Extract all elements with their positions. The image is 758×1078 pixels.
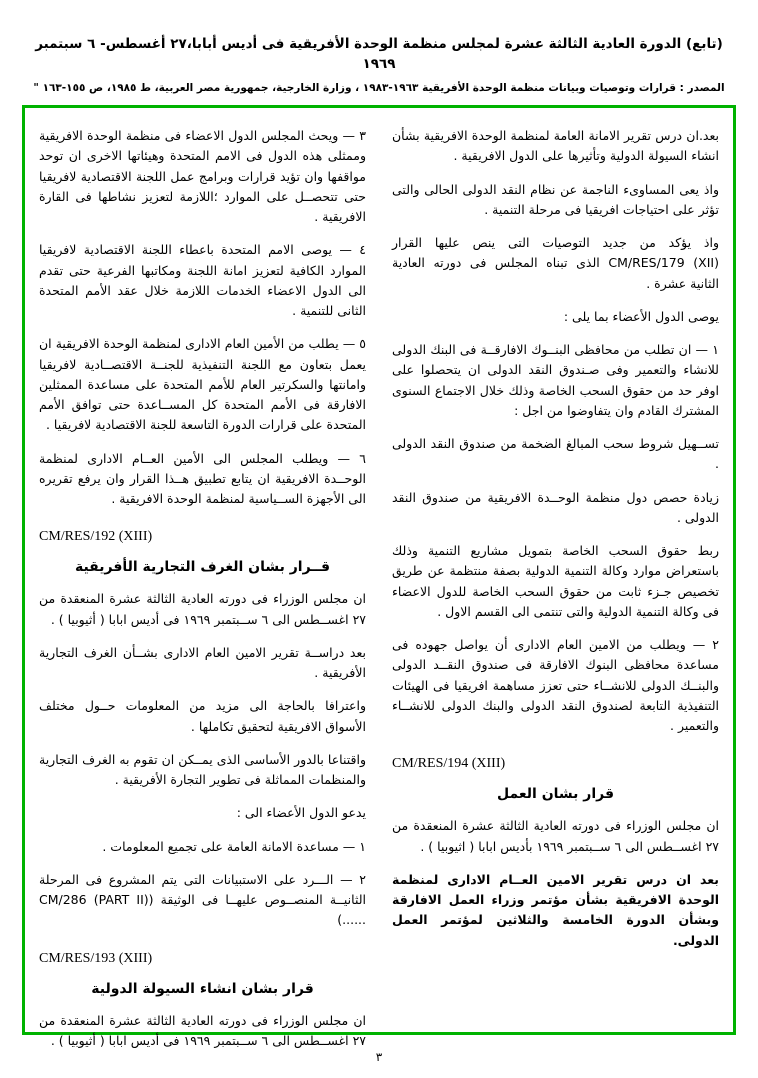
resolution-code-194: CM/RES/194 (XIII)	[392, 756, 506, 772]
paragraph: ١ — مساعدة الامانة العامة على تجميع المعلومات .	[102, 838, 366, 854]
two-column-layout	[39, 126, 719, 1048]
paragraph: ربط حقوق السحب الخاصة بتمويل مشاريع التنمية وذلك باستعراض موارد وكالة التنمية الدولية بصفة منتظمة عن طريق تخصيص جـزء ثابت من حقوق السحب الخاصة للدول الاعضاء فى وكالة التنمية الدولية والتى تنتمى الى القسم الاول .	[392, 543, 719, 619]
document-header	[22, 34, 736, 95]
resolution-heading-192: قــرار بشان الغرف التجارية الأفريقية	[74, 559, 331, 576]
resolution-code-193: CM/RES/193 (XIII)	[39, 950, 153, 966]
paragraph: بعد.ان درس تقرير الامانة العامة لمنظمة الوحدة الافريقية بشأن انشاء السيولة الدولية وتأثيرها على الدول الافريقية .	[392, 128, 719, 164]
column-left-text	[39, 126, 366, 1048]
resolution-heading-194: قرار بشان العمل	[496, 786, 615, 803]
document-source: المصدر : قرارات وتوصيات وبيانات منظمة الوحدة الأفريقية ١٩٦٣-١٩٨٣ ، وزارة الخارجية، جمهورية مصر العربية، ط ١٩٨٥، ص ١٥٥-١٦٣ "	[33, 81, 725, 94]
paragraph: ان مجلس الوزراء فى دورته العادية الثالثة عشرة المنعقدة من ٢٧ اغســطس الى ٦ ســبتمبر ١٩٦٩ بأديس ابابا ( اثيوبيا ) .	[392, 818, 719, 854]
content-frame	[22, 105, 736, 1048]
paragraph: واذ يؤكد من جديد التوصيات التى ينص عليها القرار CM/RES/179 (XII) الذى تبناه المجلس فى دورته العادية الثانية عشرة .	[392, 235, 719, 291]
paragraph: ٦ — ويطلب المجلس الى الأمين العــام الادارى لمنظمة الوحــدة الافريقية ان يتابع تطبيق هــذا القرار وان يرفع تقريره الى الأجهزة الســياسية لمنظمة الوحدة الافريقية .	[39, 450, 366, 507]
resolution-heading-193: قرار بشان انشاء السيولة الدولية	[91, 980, 314, 997]
paragraph: ٢ — الـــرد على الاستبيانات التى يتم المشروع فى المرحلة الثانيــة المنصــوص عليهــا فى الوثيقة (CM/286 (PART II) ......)	[39, 871, 366, 928]
paragraph: ٣ — ويحث المجلس الدول الاعضاء فى منظمة الوحدة الافريقية وممثلى هذه الدول فى الامم المتحدة وهيئاتها الاخرى ان توحد مواقفها وان تؤيد قرارات وبرامج عمل اللجنة الاقتصادية لافريقيا حتى تتحصــل على الموارد ؛اللازمة لتعزيز نشاطها فى القارة الافريقية .	[39, 128, 366, 225]
paragraph: يدعو الدول الأعضاء الى :	[236, 805, 366, 821]
paragraph: واقتناعا بالدور الأساسى الذى يمــكن ان تقوم به الغرف التجارية والمنظمات المماثلة فى تطوير التجارة الأفريقية .	[39, 751, 366, 788]
paragraph: بعد دراســة تقرير الامين العام الادارى بشــأن الغرف التجارية الأفريقية .	[39, 644, 366, 681]
paragraph-bold: بعد ان درس تقرير الامين العــام الادارى لمنظمة الوحدة الافريقية بشأن مؤتمر وزراء العمل الافارقة وبشأن الدورة الخامسة والثلاثين لمؤتمر العمل الدولى.	[392, 871, 719, 948]
paragraph: واذ يعى المساوىء الناجمة عن نظام النقد الدولى الحالى والتى تؤثر على احتياجات افريقيا فى مرحلة التنمية .	[392, 181, 719, 217]
paragraph: ٤ — يوصى الامم المتحدة باعطاء اللجنة الاقتصادية لافريقيا الموارد الكافية لتعزيز امانة اللجنة ومكاتبها الفرعية حتى تقدم الى الدول الاعضاء الخدمات اللازمة خلال عقد الأمم المتحدة الثانى للتنمية .	[39, 242, 366, 319]
page-title: (تابع) الدورة العادية الثالثة عشرة لمجلس منظمة الوحدة الأفريقية فى أديس أبابا،٢٧ أغسطس- ٦ سبتمبر ١٩٦٩	[35, 36, 723, 73]
column-right-text	[392, 126, 719, 1022]
paragraph: ان مجلس الوزراء فى دورته العادية الثالثة عشرة المنعقدة من ٢٧ اغســطس الى ٦ ســبتمبر ١٩٦٩ فى أديس ابابا ( أثيوبيا ) .	[39, 591, 366, 627]
paragraph: تســهيل شروط سحب المبالغ الضخمة من صندوق النقد الدولى .	[392, 436, 719, 472]
paragraph: ١ — ان تطلب من محافظى البنــوك الافارقــة فى البنك الدولى للانشاء والتعمير وفى صـندوق النقد الدولى ان يتحصلوا على اوفر حد من حقوق السحب الخاصة وذلك خلال الاجتماع السنوى المشترك القادم وان يتفاوضوا من اجل :	[392, 342, 719, 418]
paragraph: ان مجلس الوزراء فى دورته العادية الثالثة عشرة المنعقدة من ٢٧ اغســطس الى ٦ ســبتمبر ١٩٦٩ فى أديس ابابا ( أثيوبيا ) .	[39, 1012, 366, 1048]
paragraph: ٢ — ويطلب من الامين العام الادارى أن يواصل جهوده فى مساعدة محافظى البنوك الافارقة فى صندوق النقــد الدولى والبنــك الدولى للانشــاء حتى تعزز مساهمة افريقيا فى الهيئات التنفيذية التابعة لصندوق النقد الدولى والبنك الدولى للانشــاء والتعمير .	[392, 637, 719, 734]
resolution-code-192: CM/RES/192 (XIII)	[39, 529, 153, 545]
paragraph: واعترافا بالحاجة الى مزيد من المعلومات حــول مختلف الأسواق الافريقية لتحقيق تكاملها .	[39, 698, 366, 734]
paragraph: زيادة حصص دول منظمة الوحــدة الافريقية من صندوق النقد الدولى .	[392, 489, 719, 525]
paragraph: ٥ — يطلب من الأمين العام الادارى لمنظمة الوحدة الافريقية ان يعمل بتعاون مع اللجنة التنفيذية للجنــة الاقتصــادية لافريقيا وامانتها والسكرتير العام للأمم المتحدة على مساعدة الممثلين الافارقة فى الأمم المتحدة كل المســاعدة حتى توافق الأمم المتحدة على قرارات الدورة التاسعة للجنة الاقتصادية لافريقيا .	[39, 336, 366, 433]
paragraph: يوصى الدول الأعضاء بما يلى :	[563, 308, 719, 324]
page-number: ٣	[375, 1050, 383, 1064]
